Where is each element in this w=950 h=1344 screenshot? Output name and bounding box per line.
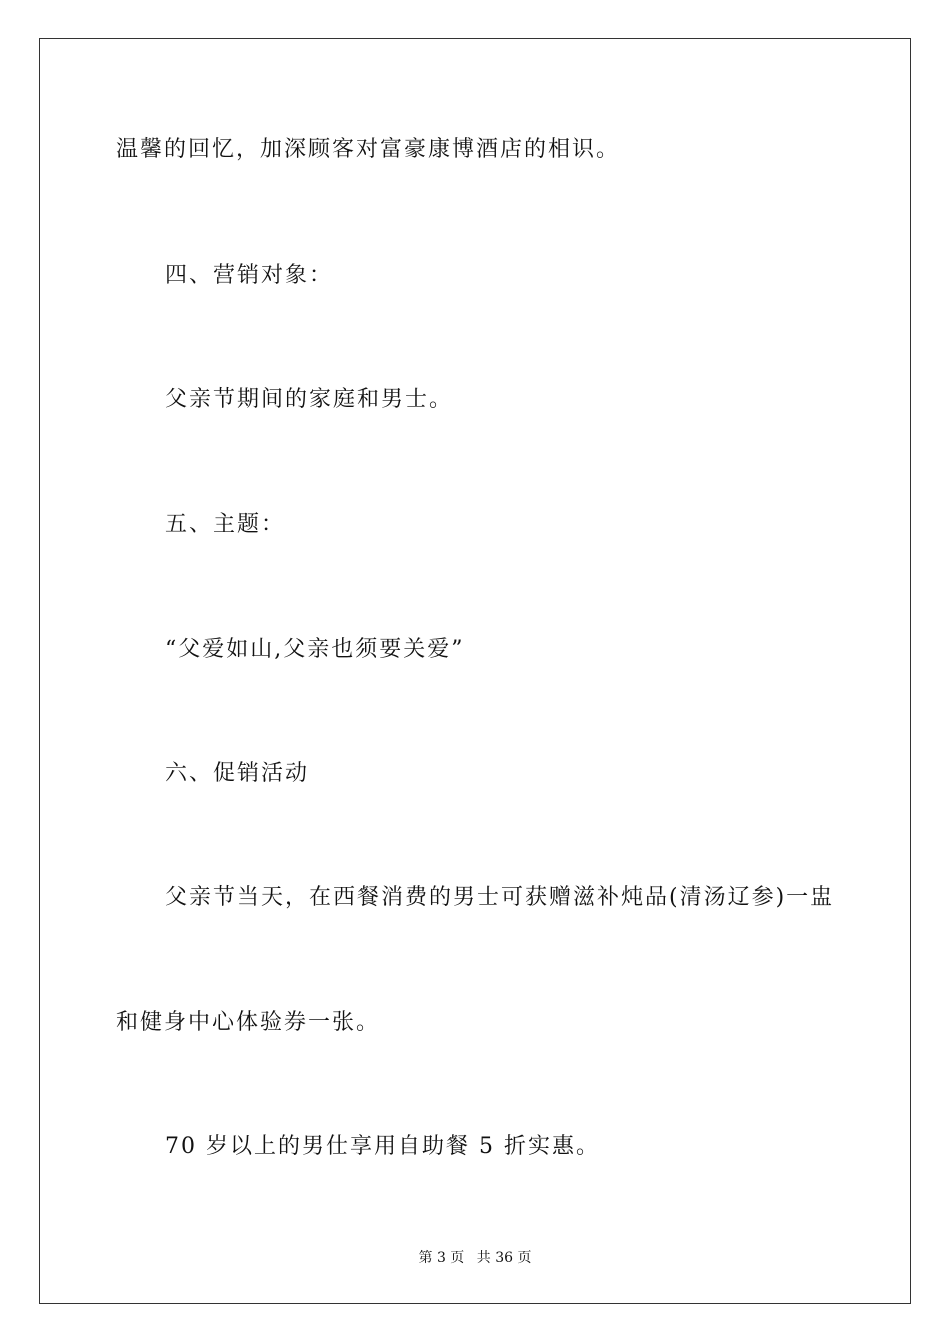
paragraph-theme-slogan: “父爱如山,父亲也须要关爱” bbox=[165, 637, 465, 662]
paragraph-promotion-line1: 父亲节当天，在西餐消费的男士可获赠滋补炖品(清汤辽参)一盅 bbox=[165, 885, 835, 910]
page-total: 共 36 页 bbox=[476, 1250, 532, 1266]
paragraph-promotion-line2: 和健身中心体验券一张。 bbox=[116, 1010, 381, 1035]
section-heading-marketing-target: 四、营销对象： bbox=[165, 263, 334, 288]
section-heading-promotion: 六、促销活动 bbox=[165, 761, 310, 786]
page-number: 第 3 页 bbox=[418, 1250, 465, 1266]
page-footer bbox=[0, 1247, 950, 1267]
paragraph-continuation: 温馨的回忆，加深顾客对富豪康博酒店的相识。 bbox=[116, 137, 621, 162]
paragraph-target-audience: 父亲节期间的家庭和男士。 bbox=[165, 387, 454, 412]
page-border bbox=[39, 38, 911, 1304]
paragraph-senior-discount: 70 岁以上的男仕享用自助餐 5 折实惠。 bbox=[165, 1134, 600, 1159]
section-heading-theme: 五、主题： bbox=[165, 512, 286, 537]
